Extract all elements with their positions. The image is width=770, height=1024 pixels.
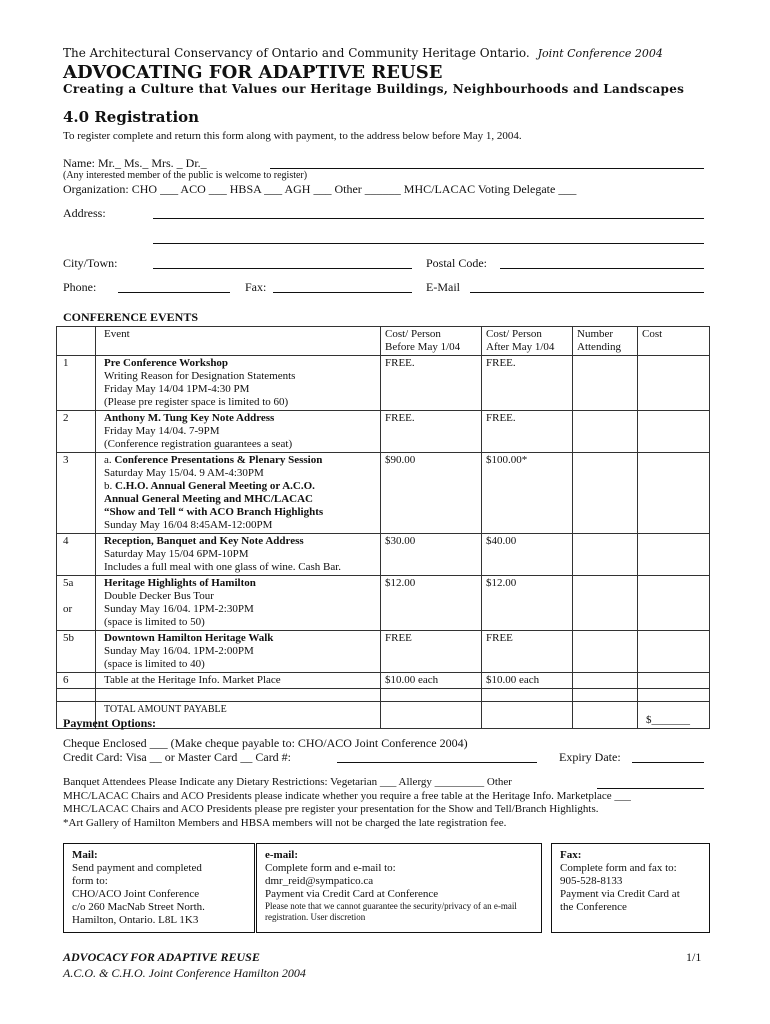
- column-header-after: Cost/ Person After May 1/04: [482, 327, 573, 356]
- table-row: 3 a. Conference Presentations & Plenary Session Saturday May 15/04. 9 AM-4:30PM b. C.H.O. Annual General Meeting or A.C.O. Annual General Meeting and MHC/LACAC “Show and Tell “ with ACO Branch Highlights Sunday May 16/04 8:45AM-12:00PM $90.00 $100.00*: [57, 453, 710, 534]
- mail-title: Mail:: [72, 849, 98, 861]
- email-field[interactable]: [470, 292, 704, 293]
- footer-subtitle: A.C.O. & C.H.O. Joint Conference Hamilton 2004: [63, 966, 306, 980]
- fax-field[interactable]: [273, 292, 412, 293]
- page-subtitle: Creating a Culture that Values our Heritage Buildings, Neighbourhoods and Landscapes: [63, 82, 685, 96]
- name-field[interactable]: [270, 168, 704, 169]
- number-attending-cell[interactable]: [573, 631, 638, 673]
- registration-instructions: To register complete and return this form along with payment, to the address below before May 1, 2004.: [63, 130, 522, 142]
- city-label: City/Town:: [63, 256, 118, 270]
- card-number-field[interactable]: [337, 762, 537, 763]
- cost-cell[interactable]: [638, 411, 710, 453]
- total-label: TOTAL AMOUNT PAYABLE: [96, 702, 381, 729]
- number-attending-cell[interactable]: [573, 534, 638, 576]
- phone-label: Phone:: [63, 280, 97, 294]
- table-row-blank: [57, 689, 710, 702]
- header-conference: Joint Conference 2004: [537, 47, 663, 60]
- column-header-event: Event: [96, 327, 381, 356]
- total-value-field[interactable]: $_______: [638, 702, 710, 729]
- registration-heading: 4.0 Registration: [63, 108, 200, 126]
- fax-box: Fax: Complete form and fax to: 905-528-8133 Payment via Credit Card at the Conference: [551, 843, 710, 933]
- cost-cell[interactable]: [638, 534, 710, 576]
- number-attending-cell[interactable]: [573, 576, 638, 631]
- events-table: [56, 326, 710, 729]
- phone-field[interactable]: [118, 292, 230, 293]
- table-row: 1 Pre Conference Workshop Writing Reason for Designation Statements Friday May 14/04 1PM-4:30 PM (Please pre register space is limited to 60) FREE. FREE.: [57, 356, 710, 411]
- cost-cell[interactable]: [638, 673, 710, 689]
- footer-title: ADVOCACY FOR ADAPTIVE REUSE: [63, 950, 260, 964]
- number-attending-cell[interactable]: [573, 453, 638, 534]
- payment-credit-card: Credit Card: Visa __ or Master Card __ Card #:: [63, 750, 292, 764]
- organization-label: Organization: CHO ___ ACO ___ HBSA ___ AGH ___ Other ______ MHC/LACAC Voting Delegate ___: [63, 182, 577, 196]
- number-attending-cell[interactable]: [573, 673, 638, 689]
- name-label: Name: Mr._ Ms._ Mrs. _ Dr._: [63, 156, 207, 170]
- email-label: E-Mail: [426, 280, 460, 294]
- address-label: Address:: [63, 206, 106, 220]
- address-field-1[interactable]: [153, 218, 704, 219]
- address-field-2[interactable]: [153, 243, 704, 244]
- number-attending-cell[interactable]: [573, 411, 638, 453]
- email-box: e-mail: Complete form and e-mail to: dmr_reid@sympatico.ca Payment via Credit Card at Conference Please note that we cannot guarantee the security/privacy of an e-mail registration. User discretion: [256, 843, 542, 933]
- mhc-table-request: MHC/LACAC Chairs and ACO Presidents please indicate whether you require a free table at the Heritage Info. Marketplace ___: [63, 790, 631, 802]
- email-address[interactable]: dmr_reid@sympatico.ca: [265, 875, 374, 887]
- name-note: (Any interested member of the public is welcome to register): [63, 170, 308, 181]
- header-org-line: The Architectural Conservancy of Ontario and Community Heritage Ontario. Joint Conference 2004: [63, 46, 663, 60]
- table-row: 2 Anthony M. Tung Key Note Address Friday May 14/04. 7-9PM (Conference registration guarantees a seat) FREE. FREE.: [57, 411, 710, 453]
- fax-label: Fax:: [245, 280, 267, 294]
- mail-box: Mail: Send payment and completed form to: CHO/ACO Joint Conference c/o 260 MacNab Street North. Hamilton, Ontario. L8L 1K3: [63, 843, 255, 933]
- table-header-row: [57, 327, 710, 356]
- expiry-field[interactable]: [632, 762, 704, 763]
- cost-cell[interactable]: [638, 356, 710, 411]
- fax-title: Fax:: [560, 849, 582, 861]
- postal-label: Postal Code:: [426, 256, 488, 270]
- payment-heading: Payment Options:: [63, 716, 156, 730]
- email-privacy-note: Please note that we cannot guarantee the security/privacy of an e-mail registration. User discretion: [265, 901, 517, 922]
- page-title: ADVOCATING FOR ADAPTIVE REUSE: [63, 62, 443, 83]
- dietary-other-field[interactable]: [597, 788, 704, 789]
- mhc-preregister-note: MHC/LACAC Chairs and ACO Presidents please pre register your presentation for the Show and Tell/Branch Highlights.: [63, 803, 599, 815]
- dietary-restrictions: Banquet Attendees Please Indicate any Dietary Restrictions: Vegetarian ___ Allergy _________ Other: [63, 776, 512, 788]
- table-row: 5b Downtown Hamilton Heritage Walk Sunday May 16/04. 1PM-2:00PM (space is limited to 40) FREE FREE: [57, 631, 710, 673]
- column-header-before: Cost/ Person Before May 1/04: [381, 327, 482, 356]
- art-gallery-note: *Art Gallery of Hamilton Members and HBSA members will not be charged the late registration fee.: [63, 817, 507, 829]
- city-field[interactable]: [153, 268, 412, 269]
- expiry-label: Expiry Date:: [559, 750, 621, 764]
- cost-cell[interactable]: [638, 453, 710, 534]
- postal-field[interactable]: [500, 268, 704, 269]
- page-number: 1/1: [686, 950, 702, 964]
- table-row: 6 Table at the Heritage Info. Market Place $10.00 each $10.00 each: [57, 673, 710, 689]
- column-header-number: Number Attending: [573, 327, 638, 356]
- table-row: 4 Reception, Banquet and Key Note Address Saturday May 15/04 6PM-10PM Includes a full meal with one glass of wine. Cash Bar. $30.00 $40.00: [57, 534, 710, 576]
- cost-cell[interactable]: [638, 576, 710, 631]
- events-heading: CONFERENCE EVENTS: [63, 310, 199, 324]
- number-attending-cell[interactable]: [573, 356, 638, 411]
- payment-cheque[interactable]: Cheque Enclosed ___ (Make cheque payable to: CHO/ACO Joint Conference 2004): [63, 736, 468, 750]
- column-header-cost: Cost: [638, 327, 710, 356]
- email-title: e-mail:: [265, 849, 298, 861]
- cost-cell[interactable]: [638, 631, 710, 673]
- table-row: 5a or Heritage Highlights of Hamilton Double Decker Bus Tour Sunday May 16/04. 1PM-2:30PM (space is limited to 50) $12.00 $12.00: [57, 576, 710, 631]
